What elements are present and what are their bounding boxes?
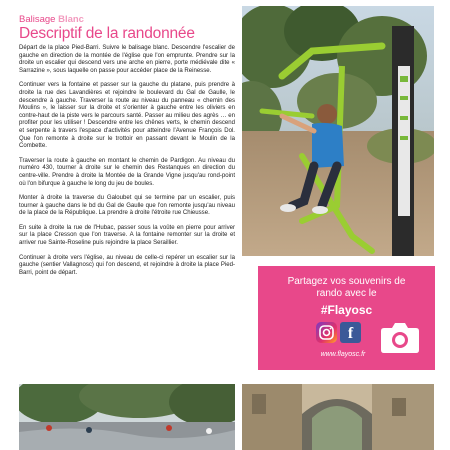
paragraph-4: Monter à droite la traverse du Galoubet qui se termine par un escalier, puis tourner à gauche dans le bd du Gal de Gaulle que l'on remonte jusqu'au niveau de la place de la République. La prendre à droite l'étroite rue Chieusse.: [19, 195, 235, 217]
stone-arch-photo: [242, 384, 434, 450]
balisage-label-color: Blanc: [58, 14, 84, 25]
paragraph-3: Traverser la route à gauche en montant le chemin de Pardigon. Au niveau du numéro 430, tourner à droite sur le chemin des Restanques en direction du centre-ville. Prendre à droite la Montée de la Grande Vigne jusqu'au rond-point où l'on bifurque à gauche le long du jeu de boules.: [19, 157, 235, 187]
page-title: Descriptif de la randonnée: [19, 25, 195, 42]
facebook-icon[interactable]: f: [340, 322, 361, 343]
balisage-label: [19, 14, 235, 25]
paragraph-6: Continuer à droite vers l'église, au niveau de celle-ci repérer un escalier sur la gauche (sentier Vallagnosc) qui l'on descend, et rejoindre à droite la place Pied-Barri, point de départ.: [19, 254, 235, 276]
instagram-icon[interactable]: [316, 322, 337, 343]
paragraph-1: Départ de la place Pied-Barri. Suivre le balisage blanc. Descendre l'escalier de gauche en direction de la montée de l'église que l'on emprunte. Prendre sur la droite un escalier qui descend vers une arche en pierre, porte médiévale dite « Sarrazine », sous laquelle on passe pour accéder place de la Reinesse.: [19, 45, 235, 74]
share-text-line-1: Partagez vos souvenirs de: [287, 276, 406, 287]
balisage-label-main: Balisage: [19, 14, 56, 25]
description-column: [19, 14, 235, 277]
paragraph-5: En suite à droite la rue de l'Hubac, passer sous la voûte en pierre pour arriver sur la place Cresson que l'on traverse. A la fontaine remonter sur la droite et arriver rue Sainte-Roseline puis rejoindre la place Seraillier.: [19, 224, 235, 247]
camera-icon: [378, 318, 422, 356]
paragraph-2: Continuer vers la fontaine et passer sur la gauche du platane, puis prendre à droite la rue des Lavandières et rejoindre le boulevard du Gal de Gaulle, le descendre à gauche. Traverser la route au niveau du panneau « chemin des Moulins », le laisser sur la droite et s'orienter à gauche entre les oliviers en contre-haut de la piste vers le parcours santé. Passer au milieu des agrès … en profiter pour les utiliser ! Descendre entre les chênes verts, le chemin descend et serpente à travers l'espace d'activités pour atteindre l'Avenue François Dol. Que l'on remonte à droite sur le trottoir en passant devant le Moulin de la Combette.: [19, 82, 235, 150]
hashtag: #Flayosc: [320, 303, 373, 317]
share-text-line-2: rando avec le: [316, 288, 377, 299]
website-url[interactable]: www.flayosc.fr: [320, 351, 366, 358]
skatepark-photo: [19, 384, 235, 450]
fitness-park-photo: [242, 6, 434, 256]
